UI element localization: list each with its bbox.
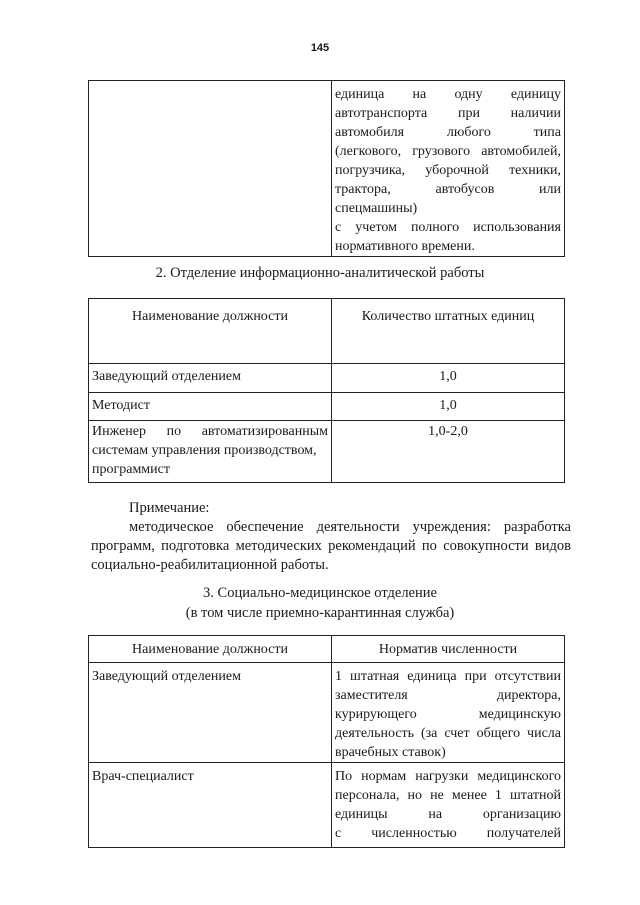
position-cell: Заведующий отделением bbox=[89, 663, 332, 763]
norm-line: врачебных ставок) bbox=[335, 745, 446, 760]
position-cell: Врач-специалист bbox=[89, 763, 332, 848]
column-header: Количество штатных единиц bbox=[332, 299, 565, 364]
cell-line: автомобиля любого типа bbox=[335, 125, 561, 140]
section-3-heading-line: (в том числе приемно-карантинная служба) bbox=[185, 605, 455, 621]
position-cell bbox=[89, 421, 332, 483]
position-cell bbox=[89, 393, 332, 421]
cell-line: нормативного времени. bbox=[335, 239, 475, 254]
cell-line: спецмашины) bbox=[335, 201, 418, 216]
norm-line: По нормам нагрузки медицинского bbox=[335, 769, 561, 784]
cell-line: единица на одну единицу bbox=[335, 87, 561, 102]
cell-line: автотранспорта при наличии bbox=[335, 106, 561, 121]
norm-line: 1 штатная единица при отсутствии bbox=[335, 669, 561, 684]
section-3-heading-line: 3. Социально-медицинское отделение bbox=[203, 585, 437, 601]
column-header: Наименование должности bbox=[89, 299, 332, 364]
value-cell: 1,0 bbox=[332, 393, 565, 421]
norm-line: персонала, но не менее 1 штатной bbox=[335, 788, 561, 803]
section-2-heading: 2. Отделение информационно-аналитической работы bbox=[155, 265, 485, 281]
section-2-table bbox=[88, 298, 565, 483]
norm-cell bbox=[332, 663, 565, 763]
column-header: Норматив численности bbox=[332, 636, 565, 663]
cell-line: погрузчика, уборочной техники, bbox=[335, 163, 561, 178]
continuation-right-cell bbox=[332, 81, 565, 257]
continuation-table bbox=[88, 80, 565, 257]
note-body: методическое обеспечение деятельности учреждения: разработка программ, подготовка методических рекомендаций по совокупности видов социально-реабилитационной работы. bbox=[91, 519, 571, 573]
norm-line: курирующего медицинскую bbox=[335, 707, 561, 722]
position-line: Заведующий отделением bbox=[92, 369, 241, 384]
norm-line: с численностью получателей bbox=[335, 826, 561, 841]
continuation-left-cell bbox=[89, 81, 332, 257]
section-3-heading bbox=[0, 583, 640, 623]
value-cell: 1,0 bbox=[332, 364, 565, 393]
cell-line: трактора, автобусов или bbox=[335, 182, 561, 197]
norm-line: единицы на организацию bbox=[335, 807, 561, 822]
note-title: Примечание: bbox=[129, 500, 210, 516]
position-line: программист bbox=[92, 462, 170, 477]
page-number: 145 bbox=[310, 42, 330, 54]
note bbox=[91, 499, 571, 575]
value-cell: 1,0-2,0 bbox=[332, 421, 565, 483]
position-line: Инженер по автоматизированным bbox=[92, 424, 328, 439]
position-cell bbox=[89, 364, 332, 393]
column-header: Наименование должности bbox=[89, 636, 332, 663]
position-line: системам управления производством, bbox=[92, 443, 317, 458]
norm-line: деятельность (за счет общего числа bbox=[335, 726, 561, 741]
norm-line: заместителя директора, bbox=[335, 688, 561, 703]
section-3-table bbox=[88, 635, 565, 848]
position-line: Методист bbox=[92, 398, 150, 413]
norm-cell bbox=[332, 763, 565, 848]
cell-line: с учетом полного использования bbox=[335, 220, 561, 235]
cell-line: (легкового, грузового автомобилей, bbox=[335, 144, 561, 159]
